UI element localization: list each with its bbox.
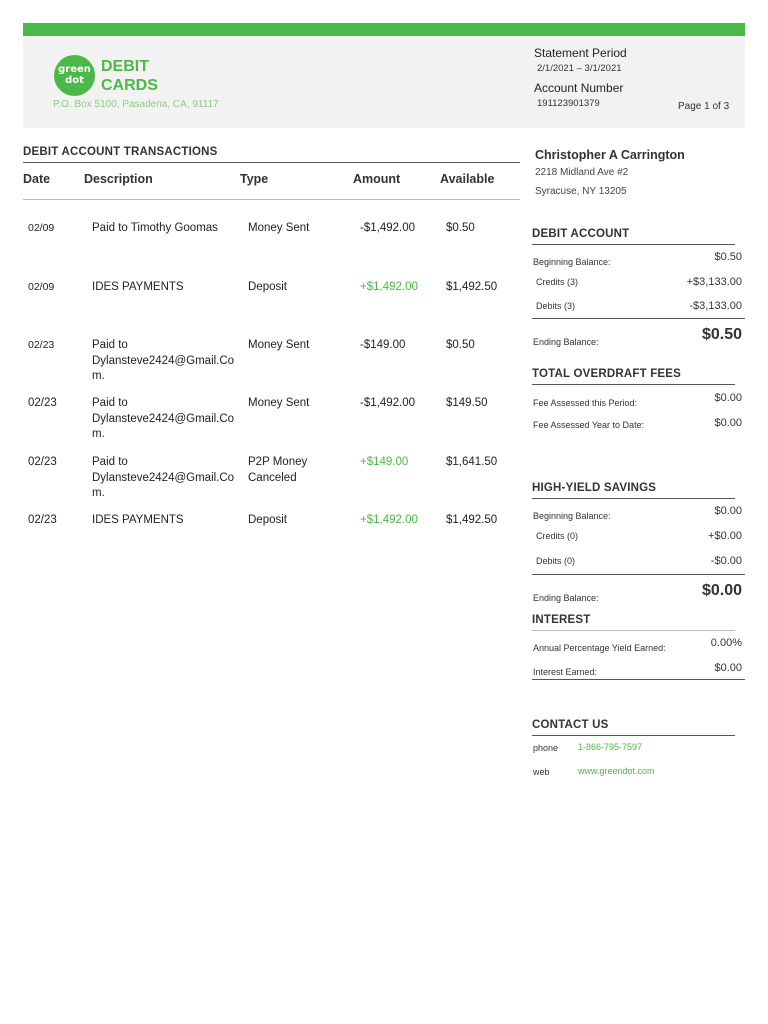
tx-type: P2P Money Canceled xyxy=(248,456,308,484)
overdraft-period-value: $0.00 xyxy=(714,392,742,404)
debit-ending-label: Ending Balance: xyxy=(533,337,599,347)
tx-amount: -$1,492.00 xyxy=(360,397,415,409)
tx-description: Paid to Dylansteve2424@Gmail.Co m. xyxy=(92,456,235,499)
col-header-available: Available xyxy=(440,172,495,186)
tx-date: 02/09 xyxy=(28,222,55,234)
debit-account-title: DEBIT ACCOUNT xyxy=(532,228,630,240)
contact-phone-link[interactable]: 1-866-795-7597 xyxy=(578,742,643,752)
debit-beginning-value: $0.50 xyxy=(714,251,742,263)
customer-address-2: Syracuse, NY 13205 xyxy=(535,186,627,197)
green-dot-logo-icon xyxy=(54,55,95,96)
tx-type: Deposit xyxy=(248,281,287,293)
divider xyxy=(532,498,735,499)
tx-description: Paid to Dylansteve2424@Gmail.Co m. xyxy=(92,397,235,440)
brand-line-2: CARDS xyxy=(101,77,158,94)
tx-available: $1,492.50 xyxy=(446,281,498,293)
tx-date: 02/23 xyxy=(28,339,55,351)
col-header-type: Type xyxy=(240,172,269,186)
overdraft-ytd-label: Fee Assessed Year to Date: xyxy=(533,420,645,430)
divider xyxy=(23,199,520,200)
page-number: Page 1 of 3 xyxy=(678,101,730,112)
savings-debits-value: -$0.00 xyxy=(710,555,742,567)
debit-credits-value: +$3,133.00 xyxy=(686,276,742,288)
tx-type: Deposit xyxy=(248,514,287,526)
tx-amount: +$1,492.00 xyxy=(360,514,418,526)
tx-type: Money Sent xyxy=(248,397,310,409)
savings-credits-label: Credits (0) xyxy=(536,531,579,541)
statement-period-value: 2/1/2021 – 3/1/2021 xyxy=(537,63,622,74)
logo-text-2: dot xyxy=(65,75,84,86)
customer-name: Christopher A Carrington xyxy=(535,148,685,162)
debit-ending-value: $0.50 xyxy=(701,326,742,343)
tx-type: Money Sent xyxy=(248,222,310,234)
debit-debits-value: -$3,133.00 xyxy=(689,300,742,312)
debit-beginning-label: Beginning Balance: xyxy=(533,257,611,267)
divider xyxy=(532,384,735,385)
overdraft-ytd-value: $0.00 xyxy=(714,417,742,429)
tx-available: $1,641.50 xyxy=(446,456,498,468)
contact-web-link[interactable]: www.greendot.com xyxy=(578,766,655,776)
savings-ending-value: $0.00 xyxy=(701,582,742,599)
company-address: P.O. Box 5100, Pasadena, CA, 91117 xyxy=(53,99,219,110)
savings-debits-label: Debits (0) xyxy=(536,556,576,566)
savings-beginning-label: Beginning Balance: xyxy=(533,511,611,521)
debit-debits-label: Debits (3) xyxy=(536,301,576,311)
col-header-amount: Amount xyxy=(353,172,401,186)
logo-text-1: green xyxy=(58,64,91,75)
account-number-value: 191123901379 xyxy=(537,98,600,109)
divider xyxy=(23,162,520,163)
tx-available: $0.50 xyxy=(446,222,475,234)
tx-amount: +$1,492.00 xyxy=(360,281,418,293)
contact-phone-label: phone xyxy=(533,743,559,753)
tx-amount: +$149.00 xyxy=(360,456,409,468)
divider xyxy=(532,574,745,575)
debit-credits-label: Credits (3) xyxy=(536,277,579,287)
account-number-label: Account Number xyxy=(534,81,624,95)
savings-beginning-value: $0.00 xyxy=(714,505,742,517)
col-header-date: Date xyxy=(23,172,51,186)
customer-address-1: 2218 Midland Ave #2 xyxy=(535,167,629,178)
interest-apy-label: Annual Percentage Yield Earned: xyxy=(533,643,666,653)
tx-date: 02/23 xyxy=(28,397,57,409)
savings-ending-label: Ending Balance: xyxy=(533,593,599,603)
interest-apy-value: 0.00% xyxy=(710,637,742,649)
brand-name xyxy=(101,57,158,95)
contact-title: CONTACT US xyxy=(532,719,609,731)
tx-amount: -$1,492.00 xyxy=(360,222,415,234)
tx-available: $149.50 xyxy=(446,397,488,409)
savings-credits-value: +$0.00 xyxy=(708,530,742,542)
overdraft-period-label: Fee Assessed this Period: xyxy=(533,398,638,408)
tx-date: 02/09 xyxy=(28,281,55,293)
interest-earned-label: Interest Earned: xyxy=(533,667,598,677)
savings-title: HIGH-YIELD SAVINGS xyxy=(532,482,657,494)
tx-date: 02/23 xyxy=(28,514,57,526)
tx-available: $0.50 xyxy=(446,339,475,351)
divider xyxy=(532,318,745,319)
tx-date: 02/23 xyxy=(28,456,57,468)
tx-description: IDES PAYMENTS xyxy=(92,281,184,293)
statement-period-label: Statement Period xyxy=(534,46,627,60)
top-accent-bar xyxy=(23,23,745,36)
divider xyxy=(532,630,735,631)
contact-web-label: web xyxy=(533,767,550,777)
transactions-title: DEBIT ACCOUNT TRANSACTIONS xyxy=(23,146,218,158)
divider xyxy=(532,244,735,245)
tx-description: IDES PAYMENTS xyxy=(92,514,184,526)
tx-type: Money Sent xyxy=(248,339,310,351)
col-header-description: Description xyxy=(84,172,153,186)
tx-amount: -$149.00 xyxy=(360,339,406,351)
interest-title: INTEREST xyxy=(532,614,591,626)
tx-description: Paid to Timothy Goomas xyxy=(92,222,218,234)
tx-available: $1,492.50 xyxy=(446,514,498,526)
divider xyxy=(532,679,745,680)
divider xyxy=(532,735,735,736)
overdraft-title: TOTAL OVERDRAFT FEES xyxy=(532,368,682,380)
interest-earned-value: $0.00 xyxy=(714,662,742,674)
brand-line-1: DEBIT xyxy=(101,58,149,75)
tx-description: Paid to Dylansteve2424@Gmail.Co m. xyxy=(92,339,235,382)
